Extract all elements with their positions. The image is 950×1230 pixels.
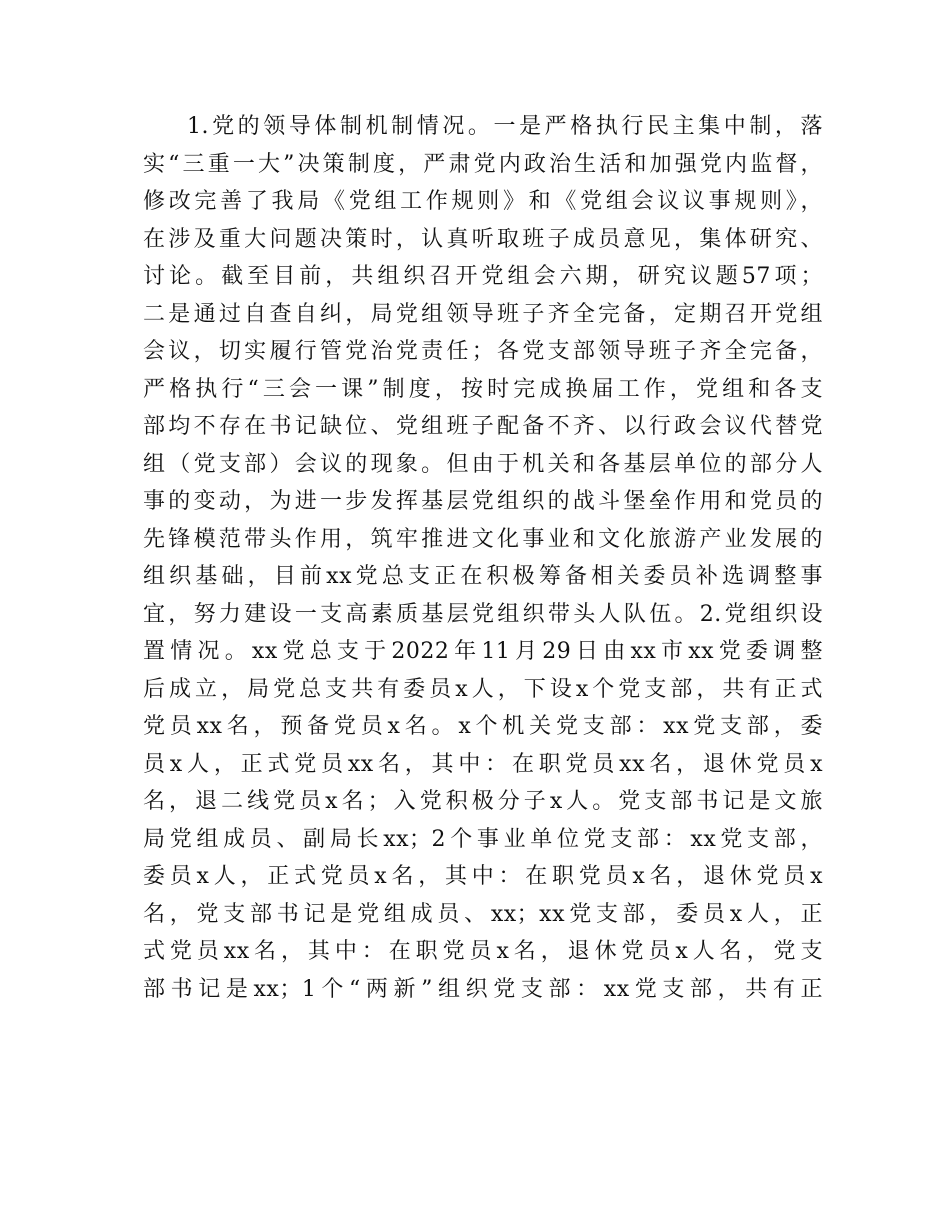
text-line: 事的变动，为进一步发挥基层党组织的战斗堡垒作用和党员的 — [143, 489, 823, 514]
text-line: 二是通过自查自纠，局党组领导班子齐全完备，定期召开党组 — [143, 301, 823, 327]
text-line: 组织基础，目前xx党总支正在积极筹备相关委员补选调整事 — [143, 564, 823, 589]
text-line: 在涉及重大问题决策时，认真听取班子成员意见，集体研究、 — [143, 226, 823, 252]
text-line: 局党组成员、副局长xx；2个事业单位党支部：xx党支部， — [143, 826, 823, 852]
text-line: 会议，切实履行管党治党责任；各党支部领导班子齐全完备， — [143, 339, 823, 364]
text-line: 1.党的领导体制机制情况。一是严格执行民主集中制，落 — [187, 114, 823, 139]
text-line: 员x人，正式党员xx名，其中：在职党员xx名，退休党员x — [143, 751, 823, 777]
text-line: 置情况。xx党总支于2022年11月29日由xx市xx党委调整 — [143, 639, 823, 664]
text-line: 委员x人，正式党员x名，其中：在职党员x名，退休党员x — [143, 864, 823, 889]
text-line: 讨论。截至目前，共组织召开党组会六期，研究议题57项； — [143, 264, 823, 289]
text-line: 名，退二线党员x名；入党积极分子x人。党支部书记是文旅 — [143, 789, 823, 814]
text-line: 组（党支部）会议的现象。但由于机关和各基层单位的部分人 — [143, 451, 823, 477]
text-line: 后成立，局党总支共有委员x人，下设x个党支部，共有正式 — [143, 676, 823, 702]
text-line: 严格执行“三会一课”制度，按时完成换届工作，党组和各支 — [143, 376, 823, 402]
text-line: 名，党支部书记是党组成员、xx；xx党支部，委员x人，正 — [143, 901, 823, 927]
text-line: 宜，努力建设一支高素质基层党组织带头人队伍。2.党组织设 — [143, 601, 823, 627]
text-line: 式党员xx名，其中：在职党员x名，退休党员x人名，党支 — [143, 939, 823, 964]
text-line: 修改完善了我局《党组工作规则》和《党组会议议事规则》， — [143, 189, 823, 214]
text-line: 部书记是xx；1个“两新”组织党支部：xx党支部，共有正 — [143, 976, 823, 1002]
text-line: 实“三重一大”决策制度，严肃党内政治生活和加强党内监督， — [143, 151, 823, 177]
body-text — [143, 108, 823, 1008]
text-line: 部均不存在书记缺位、党组班子配备不齐、以行政会议代替党 — [143, 414, 823, 439]
text-line: 党员xx名，预备党员x名。x个机关党支部：xx党支部，委 — [143, 714, 823, 739]
text-line: 先锋模范带头作用，筑牢推进文化事业和文化旅游产业发展的 — [143, 526, 823, 552]
